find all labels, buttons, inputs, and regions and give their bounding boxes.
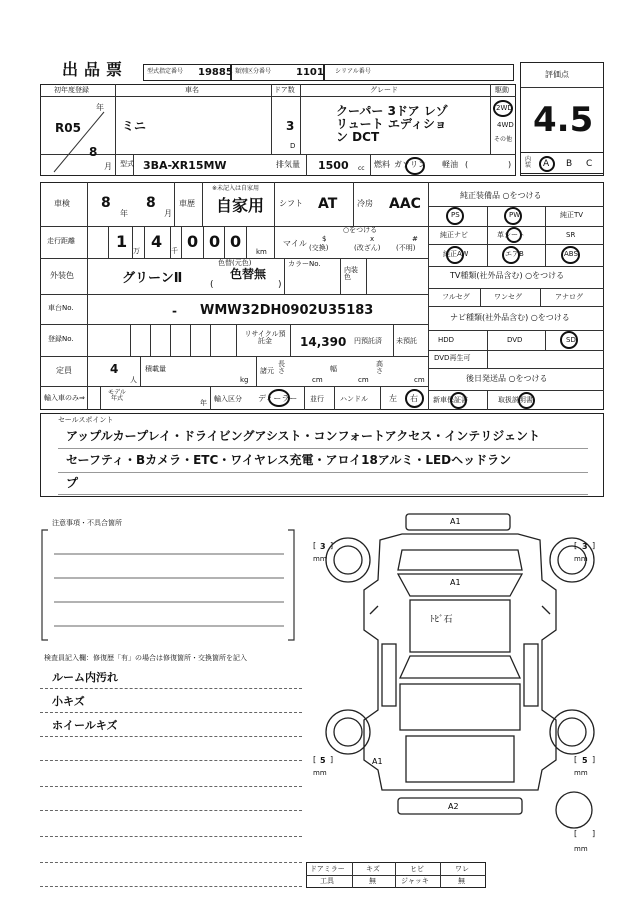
color-no-label: カラーNo. — [288, 260, 321, 268]
vin-value: WMW32DH0902U35183 — [200, 303, 374, 318]
interior-a: A — [543, 159, 550, 169]
capacity-label: 定員 — [56, 366, 72, 375]
color-change-label: 色替(元色) — [218, 259, 252, 267]
first-reg-era: R05 — [55, 121, 81, 135]
vin-dash: - — [172, 304, 177, 318]
equip-leather: 革シート — [497, 231, 525, 239]
aircon-value: AAC — [389, 196, 421, 212]
height-label: 高さ — [376, 360, 383, 375]
model-year-label: モデル年式 — [108, 389, 126, 402]
spare-unit: mm — [574, 845, 588, 853]
first-reg-label: 初年度登録 — [54, 86, 89, 94]
history-value: 自家用 — [216, 196, 265, 215]
tire-fr-unit: mm — [574, 555, 588, 563]
doors-unit: D — [290, 142, 296, 150]
length-label: 長さ — [278, 360, 285, 375]
score-label: 評価点 — [545, 70, 569, 79]
tire-fl-bracket-r: ] — [330, 541, 334, 550]
spare-bracket-r: ] — [592, 829, 596, 838]
interior-grade-box — [520, 152, 604, 176]
tools-tool-value: 無 — [369, 877, 376, 885]
capacity-unit: 人 — [130, 376, 137, 384]
doors-label: ドア数 — [274, 86, 295, 94]
tire-rr-value: 5 — [582, 756, 588, 765]
class-label: 類別区分番号 — [235, 68, 272, 75]
import-parallel: 並行 — [310, 395, 324, 403]
dvd-play: DVD再生可 — [434, 354, 471, 362]
interior-grade-label: 内装 — [525, 156, 532, 169]
model-code-value: 3BA-XR15MW — [143, 159, 227, 172]
drive-label: 駆動 — [495, 86, 509, 94]
tire-fl-bracket-l: [ — [313, 541, 317, 550]
car-damage-diagram — [310, 510, 610, 855]
equip-pw-circle — [504, 207, 522, 225]
color-paren-r: ) — [278, 280, 282, 290]
post-manual-circle — [518, 392, 535, 409]
mileage-opt3-text: (不明) — [396, 244, 416, 252]
tv-analog: アナログ — [555, 293, 583, 301]
equip-tv: 純正TV — [560, 211, 584, 219]
tire-rr-bracket-l: [ — [574, 755, 578, 764]
navi-hdd: HDD — [438, 336, 455, 344]
grade-line2: リュート エディショ — [336, 117, 447, 131]
equip-aw-circle — [446, 246, 464, 264]
model-code-label: 型式 — [120, 160, 134, 168]
equip-title: 純正装備品 ○をつける — [460, 191, 542, 200]
import-dealer: ディーラー — [258, 394, 298, 403]
tools-jack-label: ジャッキ — [401, 877, 429, 885]
color-value: グリーンⅡ — [122, 271, 183, 286]
handle-right-circle — [405, 389, 424, 408]
model-cert-value: 19885 — [198, 67, 233, 78]
interior-b: B — [566, 159, 573, 169]
length-unit: cm — [312, 376, 323, 384]
equip-ps: PS — [451, 211, 460, 219]
color-paren-l: ( — [210, 280, 214, 290]
drive-other: その他 — [494, 136, 513, 143]
damage-a1-bumper: A1 — [450, 517, 461, 526]
tools-head-scratch: キズ — [366, 865, 380, 873]
capacity-value: 4 — [110, 362, 119, 376]
reg-no-label: 登録No. — [48, 335, 74, 343]
recycle-status: 円預託済 — [354, 337, 382, 345]
mileage-opt2-sym: x — [370, 235, 375, 243]
fuel-circle — [405, 157, 425, 175]
fuel-paren-r: ) — [508, 160, 512, 169]
drive-2wd-circle — [493, 100, 513, 117]
mileage-d2: 4 — [151, 232, 163, 251]
tire-fl-value: 3 — [320, 542, 326, 551]
mileage-circle-note: ○をつける — [343, 226, 378, 234]
grade-line1: クーパー 3ドア レゾ — [336, 104, 448, 118]
score-value: 4.5 — [533, 100, 594, 140]
post-manual: 取扱説明書 — [498, 396, 533, 404]
mileage-d1: 1 — [116, 232, 128, 251]
navi-title: ナビ種類(社外品含む) ○をつける — [450, 313, 570, 322]
model-cert-label: 型式指定番号 — [147, 68, 184, 75]
equip-pw: PW — [509, 211, 521, 219]
recycle-label: リサイクル預託金 — [244, 330, 286, 345]
car-name-label: 車名 — [185, 86, 199, 94]
interior-c: C — [586, 159, 593, 169]
shift-value: AT — [318, 196, 338, 212]
drive-4wd: 4WD — [497, 121, 514, 129]
color-change-value: 色替無 — [230, 267, 267, 281]
tv-fullseg: フルセグ — [442, 293, 470, 301]
post-warranty: 新車保証書 — [433, 396, 468, 404]
damage-stone-chip: ﾄﾋﾞ石 — [430, 615, 453, 625]
equip-airbag-circle — [502, 246, 520, 264]
spare-bracket-l: [ — [574, 829, 578, 838]
width-unit: cm — [358, 376, 369, 384]
handle-label: ハンドル — [340, 395, 368, 403]
post-warranty-circle — [450, 392, 467, 409]
inspector-label: 検査員記入欄：修復歴「有」の場合は修復箇所・交換箇所を記入 — [44, 654, 247, 662]
mileage-label: 走行距離 — [47, 237, 75, 245]
grade-label: グレード — [370, 86, 398, 94]
recycle-unpaid: 未預託 — [396, 337, 417, 345]
tire-fr-bracket-r: ] — [592, 541, 596, 550]
notes-label: 注意事項・不具合箇所 — [52, 519, 122, 527]
page-title: 出品票 — [62, 60, 129, 79]
mileage-opt1-text: (交換) — [309, 244, 329, 252]
import-label: 輸入車のみ⇒ — [44, 394, 85, 402]
vin-label: 車台No. — [48, 304, 74, 312]
sales-point-line1: アップルカープレイ・ドライビングアシスト・コンフォートアクセス・インテリジェント — [66, 429, 541, 443]
load-label: 積載量 — [145, 365, 166, 373]
mileage-opt2-text: (改ざん) — [354, 244, 381, 252]
damage-a1-windshield: A1 — [450, 578, 461, 587]
displacement-unit: cc — [358, 165, 365, 172]
fuel-value: ガソリン — [394, 160, 426, 169]
history-note: ※未記入は自家用 — [212, 185, 260, 192]
serial-box — [324, 64, 514, 81]
import-class-label: 輸入区分 — [214, 395, 242, 403]
inspector-line2: 小キズ — [52, 695, 85, 708]
tools-head-crack: ヒビ — [410, 865, 424, 873]
model-year-unit: 年 — [200, 399, 207, 407]
mileage-d5: 0 — [230, 232, 242, 251]
equip-abs: ABS — [564, 250, 578, 258]
first-reg-year-unit: 年 — [96, 103, 104, 112]
post-title: 後日発送品 ○をつける — [466, 374, 548, 383]
tire-fl-unit: mm — [313, 555, 327, 563]
inspection-year-unit: 年 — [120, 209, 128, 218]
tv-title: TV種類(社外品含む) ○をつける — [450, 271, 565, 280]
inspection-month-unit: 月 — [164, 209, 172, 218]
displacement-label: 排気量 — [276, 160, 300, 169]
tire-rl-value: 5 — [320, 756, 326, 765]
damage-a2-rear: A2 — [448, 802, 459, 811]
width-label: 幅 — [330, 365, 337, 373]
import-dealer-circle — [268, 389, 290, 407]
inspection-year: 8 — [101, 195, 111, 211]
handle-left: 左 — [389, 394, 397, 403]
tire-rl-unit: mm — [313, 769, 327, 777]
interior-a-circle — [539, 156, 555, 172]
tv-oneseg: ワンセグ — [494, 293, 522, 301]
fuel-label: 燃料 — [374, 160, 390, 169]
inspector-line3: ホイールキズ — [52, 719, 118, 732]
drive-2wd: 2WD — [496, 104, 513, 112]
equip-abs-circle — [561, 246, 580, 264]
sales-point-line2: セーフティ・Bカメラ・ETC・ワイヤレス充電・アロイ18アルミ・LEDヘッドラン — [66, 453, 512, 467]
aircon-label: 冷房 — [357, 199, 373, 208]
inspection-month: 8 — [146, 195, 156, 211]
sales-point-label: セールスポイント — [58, 416, 114, 424]
mileage-d4: 0 — [209, 232, 221, 251]
diesel-label: 軽油 — [442, 160, 458, 169]
doors-value: 3 — [286, 119, 295, 133]
interior-color-label: 内装色 — [344, 266, 358, 281]
mileage-opt3-sym: # — [412, 235, 418, 243]
car-name-value: ミニ — [122, 119, 147, 133]
class-value: 1101 — [296, 67, 324, 78]
equip-leather-circle — [506, 227, 522, 243]
recycle-value: 14,390 — [300, 335, 347, 349]
displacement-value: 1500 — [318, 159, 349, 172]
first-reg-diagonal — [48, 100, 114, 174]
equip-aw: 純正AW — [443, 250, 469, 258]
height-unit: cm — [414, 376, 425, 384]
damage-a1-side: A1 — [372, 757, 383, 766]
mileage-unit-sen: 千 — [171, 247, 178, 255]
model-cert-box — [143, 64, 231, 81]
shift-label: シフト — [279, 199, 303, 208]
tire-rr-unit: mm — [574, 769, 588, 777]
tire-rl-bracket-l: [ — [313, 755, 317, 764]
mileage-d3: 0 — [187, 232, 199, 251]
mileage-opt1-sym: $ — [322, 235, 327, 243]
mile-label: マイル — [283, 239, 307, 248]
class-box — [231, 64, 324, 81]
notes-bracket — [38, 526, 298, 644]
mileage-unit-man: 万 — [133, 247, 140, 255]
grade-line3: ン DCT — [336, 130, 380, 144]
tools-head-break: ワレ — [455, 865, 469, 873]
fuel-paren-l: ( — [465, 160, 469, 169]
navi-dvd: DVD — [507, 336, 523, 344]
inspector-line1: ルーム内汚れ — [52, 671, 118, 684]
first-reg-month-unit: 月 — [104, 162, 112, 171]
history-label: 車歴 — [179, 199, 195, 208]
handle-right: 右 — [410, 394, 418, 403]
dims-label: 諸元 — [260, 367, 274, 375]
color-label: 外装色 — [50, 271, 74, 280]
inspection-label: 車検 — [54, 199, 70, 208]
equip-navi: 純正ナビ — [440, 231, 468, 239]
tools-tool-label: 工具 — [320, 877, 334, 885]
first-reg-month: 8 — [89, 145, 98, 159]
tools-jack-value: 無 — [458, 877, 465, 885]
equip-ps-circle — [446, 207, 464, 225]
tire-rr-bracket-r: ] — [592, 755, 596, 764]
navi-sd-circle — [560, 331, 578, 349]
navi-sd: SD — [566, 336, 576, 344]
tire-fr-value: 3 — [582, 542, 588, 551]
load-unit: kg — [240, 376, 249, 384]
tire-fr-bracket-l: [ — [574, 541, 578, 550]
equip-airbag: エアB — [505, 250, 524, 258]
tools-head-mirror: ドアミラー — [310, 865, 345, 873]
equip-sr: SR — [566, 231, 576, 239]
mileage-unit-km: km — [256, 248, 267, 256]
sales-point-line3: プ — [66, 476, 79, 490]
tire-rl-bracket-r: ] — [330, 755, 334, 764]
serial-label: シリアル番号 — [335, 68, 371, 75]
